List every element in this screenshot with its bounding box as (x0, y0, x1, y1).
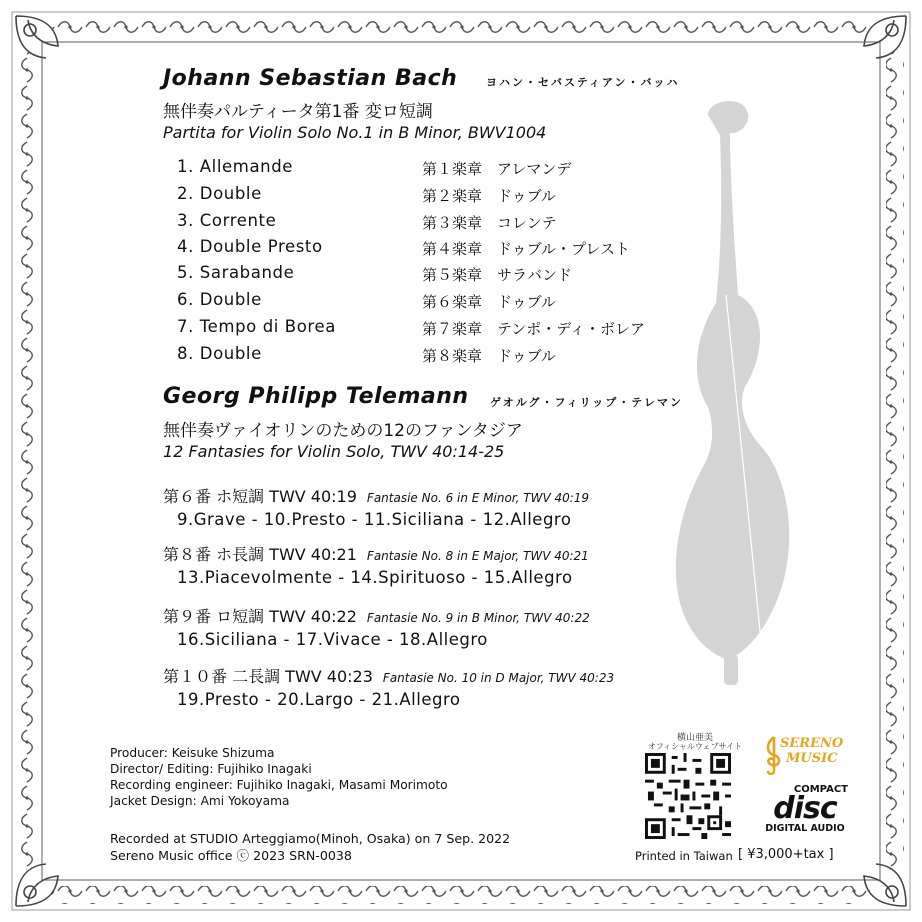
telemann-composer-kana: ゲオルグ・フィリップ・テレマン (490, 396, 684, 409)
label-line1: SERENO (780, 736, 844, 751)
movement-number-7: 7. Tempo di Borea (177, 317, 336, 336)
movement-jp-1: 第１楽章 アレマンデ (422, 160, 572, 178)
telemann-composer-name: Georg Philipp Telemann (163, 384, 469, 409)
movement-jp-5: 第５楽章 サラバンド (422, 266, 573, 284)
movement-number-4: 4. Double Presto (177, 237, 323, 256)
recorded-info (110, 830, 510, 864)
movement-number-5: 5. Sarabande (177, 263, 295, 282)
fantasy-heading-9 (163, 604, 590, 627)
fantasy-title: 第８番 ホ長調 TWV 40:21 (163, 545, 357, 564)
cd-logo-bottom: DIGITAL AUDIO (765, 823, 845, 834)
cd-logo-top: COMPACT (793, 784, 848, 795)
movement-jp-3: 第３楽章 コレンテ (422, 214, 557, 232)
fantasy-title: 第９番 ロ短調 TWV 40:22 (163, 607, 357, 626)
label-line2: MUSIC (786, 751, 838, 766)
credit-engineer: Recording engineer: Fujihiko Inagaki, Masami Morimoto (110, 778, 448, 792)
telemann-title-en: 12 Fantasies for Violin Solo, TWV 40:14-25 (163, 442, 505, 461)
movement-jp-6: 第６楽章 ドゥブル (422, 293, 557, 311)
fantasy-movements-8: 13.Piacevolmente - 14.Spirituoso - 15.Allegro (177, 568, 573, 587)
qr-code-icon[interactable] (645, 753, 731, 839)
fantasy-subtitle: Fantasie No. 6 in E Minor, TWV 40:19 (366, 491, 590, 505)
bach-composer-kana: ヨハン・セバスティアン・バッハ (486, 76, 680, 89)
fantasy-subtitle: Fantasie No. 8 in E Major, TWV 40:21 (366, 549, 589, 563)
fantasy-movements-10: 19.Presto - 20.Largo - 21.Allegro (177, 690, 461, 709)
fantasy-movements-9: 16.Siciliana - 17.Vivace - 18.Allegro (177, 630, 488, 649)
movement-jp-4: 第４楽章 ドゥブル・プレスト (422, 240, 630, 258)
bach-title-en: Partita for Violin Solo No.1 in B Minor, BWV1004 (163, 123, 547, 142)
movement-number-6: 6. Double (177, 290, 262, 309)
fantasy-heading-8 (163, 542, 589, 565)
fantasy-subtitle: Fantasie No. 10 in D Major, TWV 40:23 (382, 671, 615, 685)
cd-logo-mid: disc (773, 791, 837, 826)
fantasy-title: 第６番 ホ短調 TWV 40:19 (163, 487, 357, 506)
movement-jp-8: 第８楽章 ドゥブル (422, 347, 557, 365)
bach-composer-name: Johann Sebastian Bach (163, 66, 458, 91)
credit-producer: Producer: Keisuke Shizuma (110, 746, 275, 760)
printed-in: Printed in Taiwan (635, 849, 733, 863)
recorded-location: Recorded at STUDIO Arteggiamo(Minoh, Osaka) on 7 Sep. 2022 (110, 831, 511, 846)
fantasy-title: 第１０番 二長調 TWV 40:23 (163, 667, 373, 686)
telemann-title-jp: 無伴奏ヴァイオリンのための12のファンタジア (163, 421, 523, 441)
fantasy-heading-10 (163, 664, 614, 687)
movement-number-3: 3. Corrente (177, 211, 277, 230)
fantasy-heading-6 (163, 484, 589, 507)
credits-block (110, 745, 448, 809)
bach-title-jp: 無伴奏パルティータ第1番 変ロ短調 (163, 102, 433, 122)
compact-disc-logo (760, 784, 850, 834)
movement-number-1: 1. Allemande (177, 157, 294, 176)
fantasy-subtitle: Fantasie No. 9 in B Minor, TWV 40:22 (366, 611, 590, 625)
violin-silhouette-icon (668, 95, 808, 695)
sereno-music-logo (762, 733, 852, 778)
movement-jp-2: 第２楽章 ドゥブル (422, 187, 557, 205)
price-label: [ ¥3,000+tax ] (738, 847, 834, 862)
fantasy-movements-6: 9.Grave - 10.Presto - 11.Siciliana - 12.Allegro (177, 510, 572, 529)
movement-number-8: 8. Double (177, 344, 262, 363)
qr-owner-name: 横山亜美 (676, 733, 713, 743)
qr-caption: オフィシャルウェブサイト (647, 742, 743, 751)
credit-director: Director/ Editing: Fujihiko Inagaki (110, 762, 312, 776)
credit-design: Jacket Design: Ami Yokoyama (110, 794, 290, 808)
movement-number-2: 2. Double (177, 184, 262, 203)
movement-jp-7: 第７楽章 テンポ・ディ・ボレア (422, 320, 646, 338)
office-copyright: Sereno Music office ⓒ 2023 SRN-0038 (110, 848, 352, 863)
